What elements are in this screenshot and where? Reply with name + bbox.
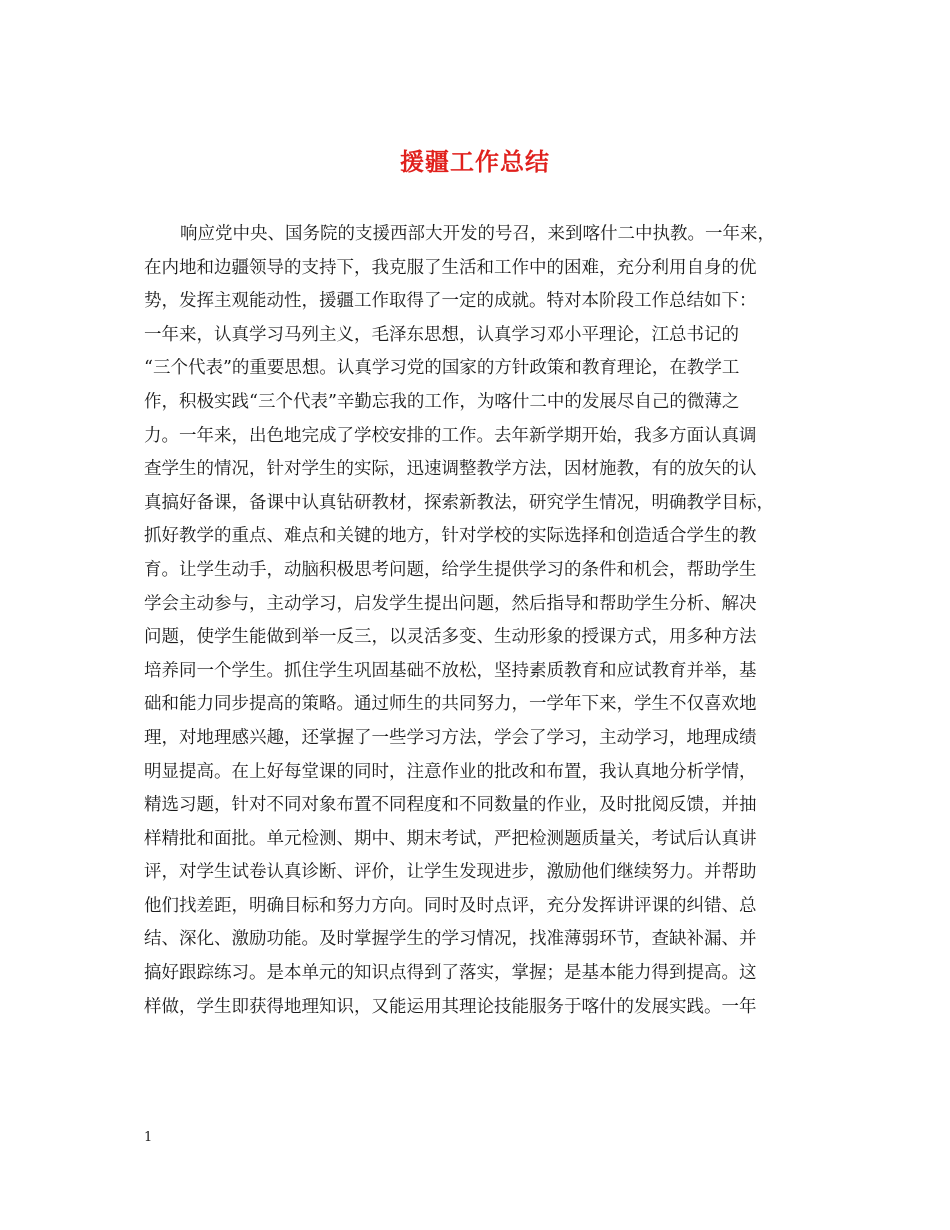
text-line: 样精批和面批。单元检测、期中、期末考试，严把检测题质量关，考试后认真讲 [144, 828, 757, 849]
body-text [144, 218, 814, 1024]
text-line: 势，发挥主观能动性，援疆工作取得了一定的成就。特对本阶段工作总结如下： [144, 291, 757, 312]
text-line: 结、深化、激励功能。及时掌握学生的学习情况，找准薄弱环节，查缺补漏、并 [144, 929, 757, 950]
text-line: 搞好跟踪练习。是本单元的知识点得到了落实，掌握；是基本能力得到提高。这 [144, 963, 757, 984]
text-line: 评，对学生试卷认真诊断、评价，让学生发现进步，激励他们继续努力。并帮助 [144, 862, 757, 883]
text-line: 真搞好备课，备课中认真钻研教材，探索新教法，研究学生情况，明确教学目标， [144, 492, 774, 513]
text-line: 响应党中央、国务院的支援西部大开发的号召，来到喀什二中执教。一年来， [180, 224, 775, 244]
text-line: 作，积极实践“三个代表”辛勤忘我的工作，为喀什二中的发展尽自己的微薄之 [144, 391, 740, 412]
text-line: 础和能力同步提高的策略。通过师生的共同努力，一学年下来，学生不仅喜欢地 [144, 694, 757, 715]
text-line: 理，对地理感兴趣，还掌握了一些学习方法，学会了学习，主动学习，地理成绩 [144, 727, 757, 748]
text-line: 样做，学生即获得地理知识，又能运用其理论技能服务于喀什的发展实践。一年 [144, 996, 757, 1017]
text-line: 抓好教学的重点、难点和关键的地方，针对学校的实际选择和创造适合学生的教 [144, 526, 757, 547]
text-line: 培养同一个学生。抓住学生巩固基础不放松，坚持素质教育和应试教育并举，基 [144, 660, 757, 681]
text-line: 育。让学生动手，动脑积极思考问题，给学生提供学习的条件和机会，帮助学生 [144, 559, 757, 580]
page-number: 1 [144, 1130, 153, 1145]
text-line: 明显提高。在上好每堂课的同时，注意作业的批改和布置，我认真地分析学情， [144, 761, 757, 782]
text-line: “三个代表”的重要思想。认真学习党的国家的方针政策和教育理论，在教学工 [144, 358, 740, 379]
text-line: 问题，使学生能做到举一反三，以灵活多变、生动形象的授课方式，用多种方法 [144, 627, 757, 648]
text-line: 查学生的情况，针对学生的实际，迅速调整教学方法，因材施教，有的放矢的认 [144, 459, 757, 480]
document-title: 援疆工作总结 [400, 147, 550, 176]
text-line: 学会主动参与，主动学习，启发学生提出问题，然后指导和帮助学生分析、解决 [144, 593, 757, 614]
text-line: 在内地和边疆领导的支持下，我克服了生活和工作中的困难，充分利用自身的优 [144, 257, 757, 278]
text-line: 一年来，认真学习马列主义，毛泽东思想，认真学习邓小平理论，江总书记的 [144, 324, 739, 345]
text-line: 他们找差距，明确目标和努力方向。同时及时点评，充分发挥讲评课的纠错、总 [144, 895, 757, 916]
text-line: 力。一年来，出色地完成了学校安排的工作。去年新学期开始，我多方面认真调 [144, 425, 757, 446]
text-line: 精选习题，针对不同对象布置不同程度和不同数量的作业，及时批阅反馈，并抽 [144, 795, 757, 816]
